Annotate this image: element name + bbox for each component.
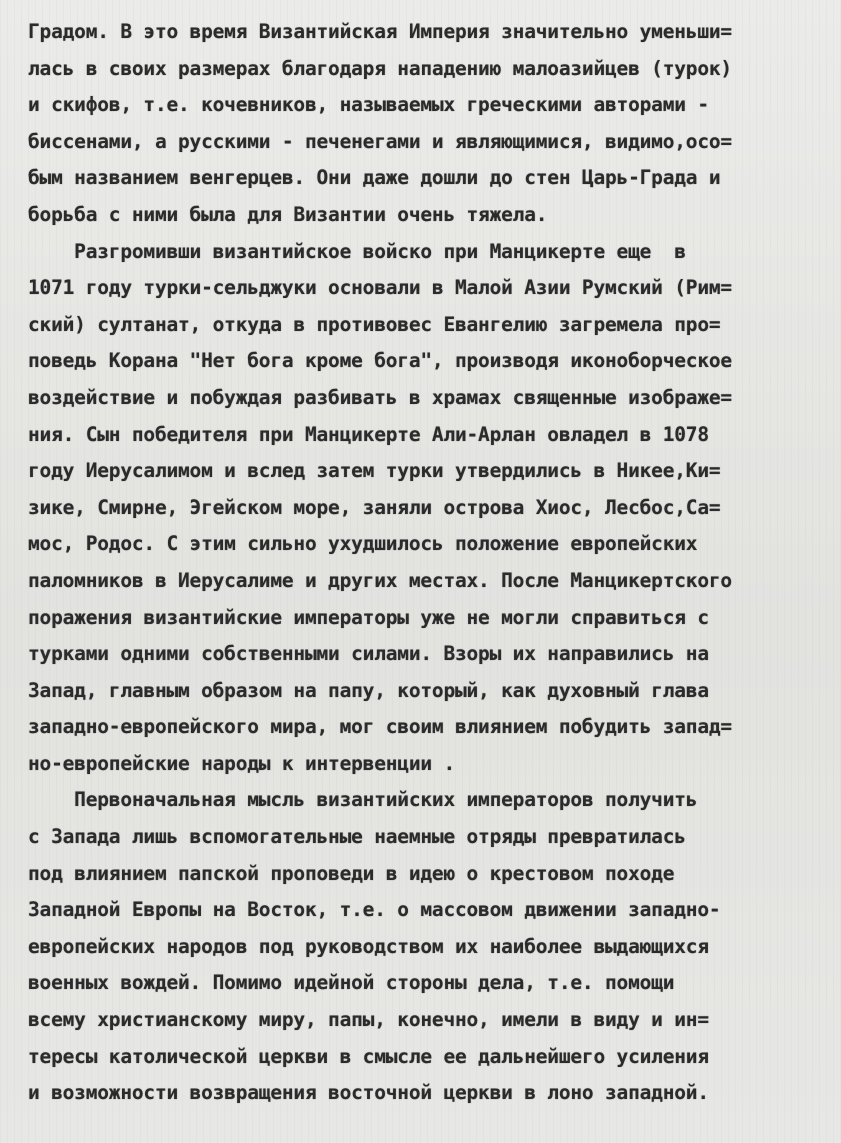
- text-line: и скифов, т.е. кочевников, называемых греческими авторами -: [28, 93, 709, 117]
- text-line: тересы католической церкви в смысле ее дальнейшего усиления: [28, 1044, 709, 1068]
- text-line: воздействие и побуждая разбивать в храмах священные изображе=: [28, 385, 732, 409]
- text-line: европейских народов под руководством их наиболее выдающихся: [28, 934, 709, 958]
- text-line: ния. Сын победителя при Манцикерте Али-Арлан овладел в 1078: [28, 422, 709, 446]
- text-line: мос, Родос. С этим сильно ухудшилось положение европейских: [28, 532, 698, 556]
- text-line: бым названием венгерцев. Они даже дошли до стен Царь-Града и: [28, 166, 721, 190]
- text-line: паломников в Иерусалиме и других местах. После Манцикертского: [28, 568, 732, 592]
- text-line: биссенами, а русскими - печенегами и являющимися, видимо,осо=: [28, 129, 732, 153]
- text-line: всему христианскому миру, папы, конечно, имели в виду и ин=: [28, 1008, 709, 1032]
- text-line: Градом. В это время Византийская Империя значительно уменьши=: [28, 20, 732, 43]
- text-line: с Запада лишь вспомогательные наемные отряды превратилась: [28, 825, 686, 849]
- text-line: Первоначальная мысль византийских императоров получить: [28, 788, 698, 812]
- text-line: и возможности возвращения восточной церкви в лоно западной.: [28, 1081, 709, 1105]
- text-line: 1071 году турки-сельджуки основали в Малой Азии Румский (Рим=: [28, 276, 732, 300]
- text-line: турками одними собственными силами. Взоры их направились на: [28, 642, 709, 666]
- text-line: под влиянием папской проповеди в идею о крестовом походе: [28, 861, 675, 885]
- text-line: поведь Корана "Нет бога кроме бога", производя иконоборческое: [28, 349, 732, 373]
- text-line: лась в своих размерах благодаря нападению малоазийцев (турок): [28, 56, 732, 80]
- text-line: Западной Европы на Восток, т.е. о массовом движении западно-: [28, 898, 721, 922]
- text-line: военных вождей. Помимо идейной стороны дела, т.е. помощи: [28, 971, 675, 995]
- text-line: западно-европейского мира, мог своим влиянием побудить запад=: [28, 715, 732, 739]
- text-line: ский) султанат, откуда в противовес Евангелию загремела про=: [28, 312, 721, 336]
- text-line: году Иерусалимом и вслед затем турки утвердились в Никее,Ки=: [28, 459, 721, 483]
- text-line: зике, Смирне, Эгейском море, заняли острова Хиос, Лесбос,Са=: [28, 495, 721, 519]
- text-line: поражения византийские императоры уже не могли справиться с: [28, 605, 709, 629]
- text-line: Запад, главным образом на папу, который, как духовный глава: [28, 678, 709, 702]
- document-body: [28, 14, 828, 1112]
- text-line: Разгромивши византийское войско при Манцикерте еще в: [28, 239, 686, 263]
- text-line: борьба с ними была для Византии очень тяжела.: [28, 202, 548, 226]
- text-line: но-европейские народы к интервенции .: [28, 751, 455, 775]
